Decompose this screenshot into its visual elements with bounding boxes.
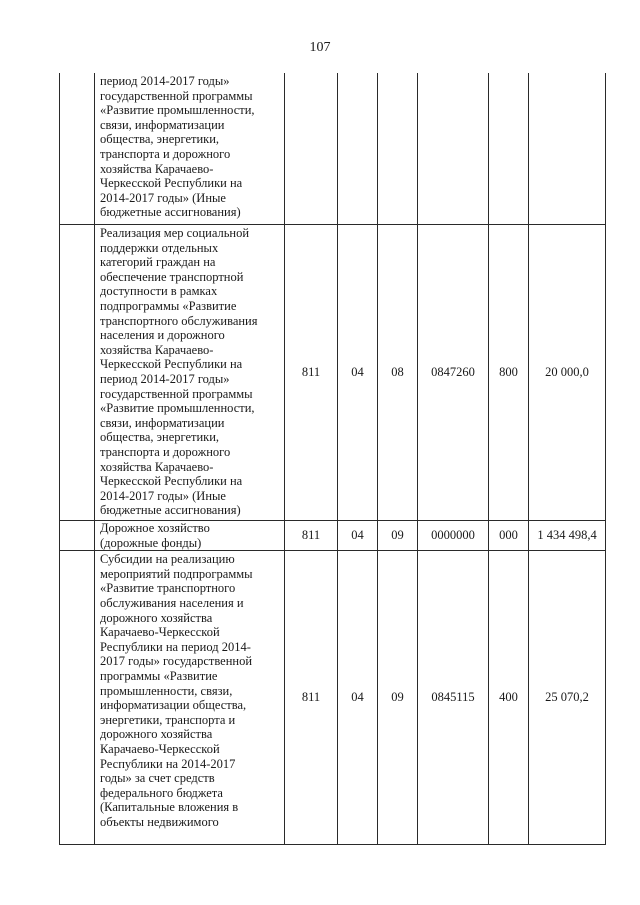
vr-cell: 800 (489, 225, 529, 521)
table-row (60, 521, 606, 551)
grbs-cell (285, 73, 338, 225)
pr-cell: 09 (378, 551, 418, 845)
vr-cell: 400 (489, 551, 529, 845)
page-number: 107 (309, 40, 331, 55)
csr-cell: 0845115 (418, 551, 489, 845)
pr-cell: 08 (378, 225, 418, 521)
grbs-cell: 811 (285, 551, 338, 845)
rz-cell: 04 (338, 225, 378, 521)
sum-cell: 20 000,0 (529, 225, 606, 521)
row-number-cell (60, 73, 95, 225)
description-cell: Реализация мер социальной поддержки отдельных категорий граждан на обеспечение транспортной доступности в рамках подпрограммы «Развитие транспортного обслуживания населения и дорожного хозяйства Карачаево- Черкесской Республики на период 2014-2017 годы» государственной программы «Развитие промышленности, связи, информатизации общества, энергетики, транспорта и дорожного хозяйства Карачаево- Черкесской Республики на 2014-2017 годы» (Иные бюджетные ассигнования) (95, 225, 285, 521)
pr-cell (378, 73, 418, 225)
description-cell: Дорожное хозяйство (дорожные фонды) (95, 521, 285, 551)
description-cell: Субсидии на реализацию мероприятий подпрограммы «Развитие транспортного обслуживания населения и дорожного хозяйства Карачаево-Черкесской Республики на период 2014- 2017 годы» государственной программы «Развитие промышленности, связи, информатизации общества, энергетики, транспорта и дорожного хозяйства Карачаево-Черкесской Республики на 2014-2017 годы» за счет средств федерального бюджета (Капитальные вложения в объекты недвижимого (95, 551, 285, 845)
sum-cell (529, 73, 606, 225)
rz-cell (338, 73, 378, 225)
sum-cell: 1 434 498,4 (529, 521, 606, 551)
grbs-cell: 811 (285, 521, 338, 551)
row-number-cell (60, 225, 95, 521)
csr-cell (418, 73, 489, 225)
csr-cell: 0000000 (418, 521, 489, 551)
pr-cell: 09 (378, 521, 418, 551)
table-row (60, 225, 606, 521)
grbs-cell: 811 (285, 225, 338, 521)
csr-cell: 0847260 (418, 225, 489, 521)
row-number-cell (60, 551, 95, 845)
table-row (60, 551, 606, 845)
row-number-cell (60, 521, 95, 551)
budget-table (59, 73, 606, 845)
table-row (60, 73, 606, 225)
sum-cell: 25 070,2 (529, 551, 606, 845)
vr-cell (489, 73, 529, 225)
vr-cell: 000 (489, 521, 529, 551)
rz-cell: 04 (338, 551, 378, 845)
rz-cell: 04 (338, 521, 378, 551)
description-cell: период 2014-2017 годы» государственной программы «Развитие промышленности, связи, информатизации общества, энергетики, транспорта и дорожного хозяйства Карачаево- Черкесской Республики на 2014-2017 годы» (Иные бюджетные ассигнования) (95, 73, 285, 225)
